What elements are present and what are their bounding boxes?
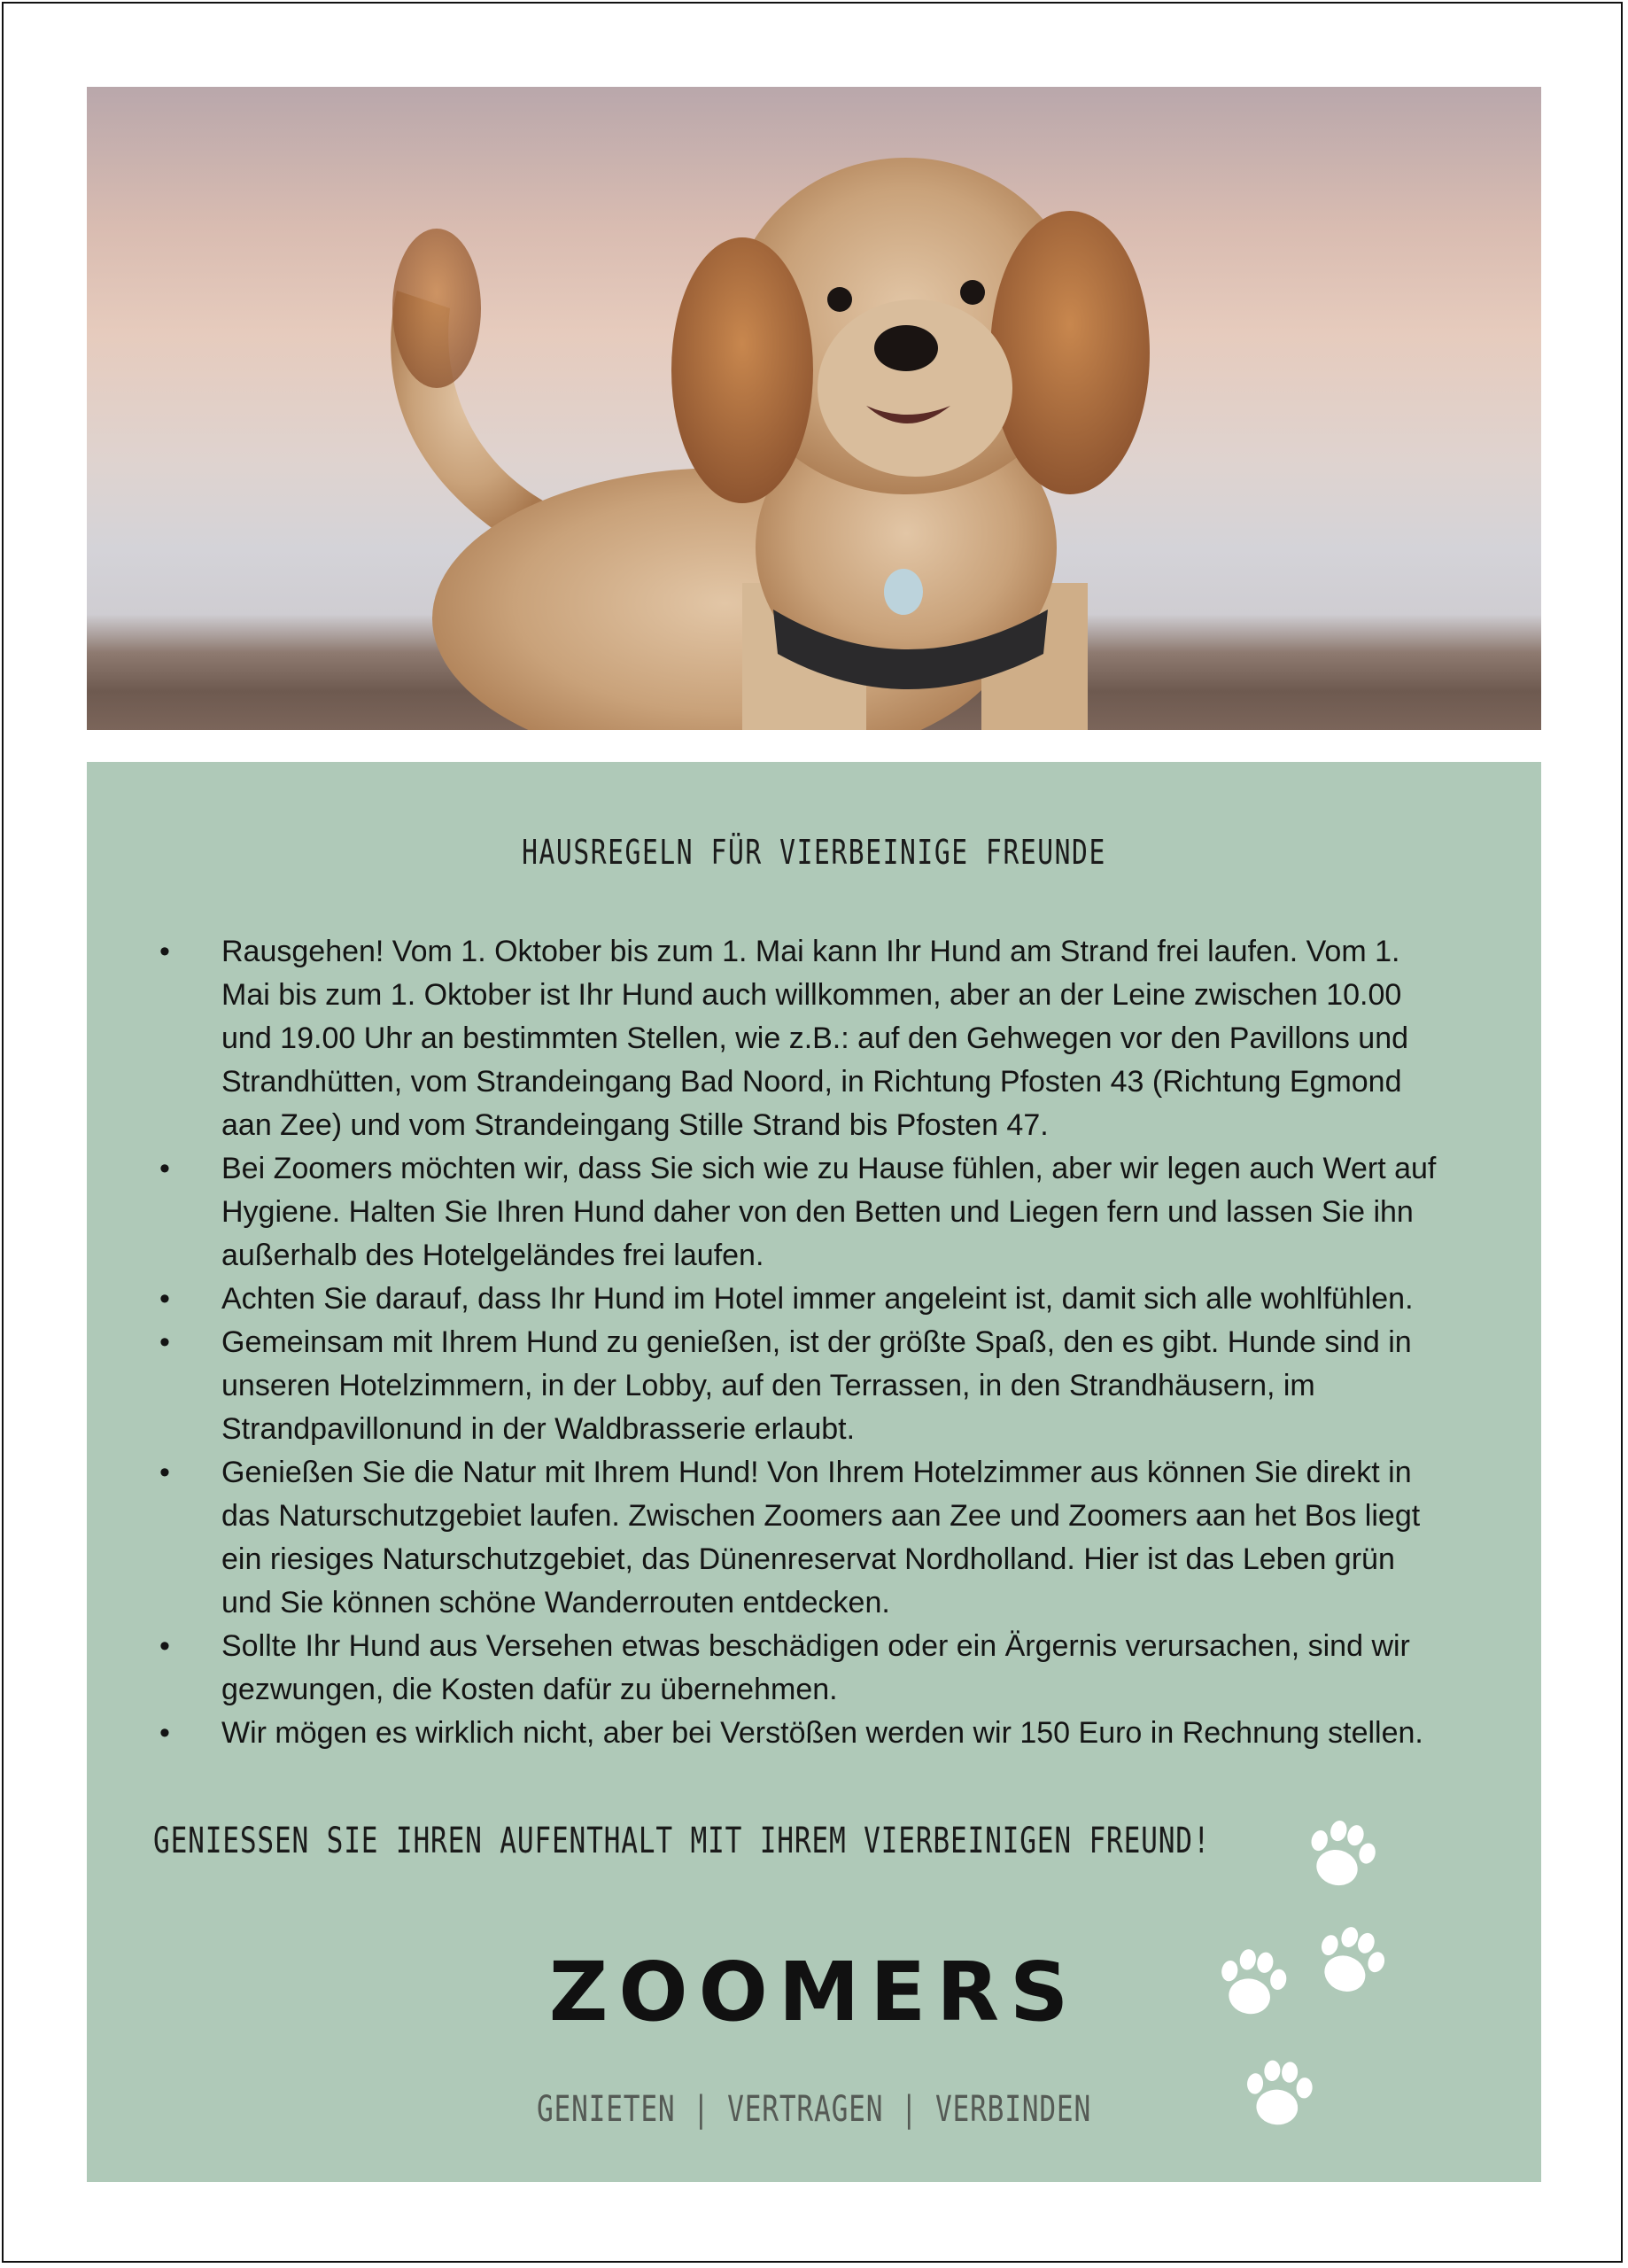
list-item <box>159 1712 1444 1755</box>
bullet: • <box>159 935 170 968</box>
rule-text: Genießen Sie die Natur mit Ihrem Hund! Von Ihrem Hotelzimmer aus können Sie direkt in das Naturschutzgebiet laufen. Zwischen Zoomers aan Zee und Zoomers aan het Bos liegt ein riesiges Naturschutzgebiet, das Dünenreservat Nordholland. Hier ist das Leben grün und Sie können schöne Wanderrouten entdecken. <box>221 1456 1421 1619</box>
bullet: • <box>159 1282 170 1316</box>
bullet: • <box>159 1716 170 1750</box>
paw-print-icon <box>1235 2052 1322 2139</box>
list-item <box>159 1321 1444 1451</box>
paw-print-icon <box>1205 1938 1298 2031</box>
dog-photo <box>87 87 1541 730</box>
rule-text: Gemeinsam mit Ihrem Hund zu genießen, ist der größte Spaß, den es gibt. Hunde sind in unseren Hotelzimmern, in der Lobby, auf den Terrassen, in den Strandhäusern, im Strandpavillonund in der Waldbrasserie erlaubt. <box>221 1325 1412 1446</box>
panel-title: HAUSREGELN FÜR VIERBEINIGE FREUNDE <box>522 833 1106 872</box>
bullet: • <box>159 1456 170 1489</box>
list-item <box>159 1451 1444 1625</box>
rules-list <box>159 930 1444 1755</box>
zoomers-logo: ZOOMERS <box>548 1945 1080 2039</box>
list-item <box>159 1278 1444 1321</box>
closing-line: GENIESSEN SIE IHREN AUFENTHALT MIT IHREM VIERBEINIGEN FREUND! <box>153 1821 1211 1861</box>
info-panel <box>87 762 1541 2182</box>
rule-text: Sollte Ihr Hund aus Versehen etwas beschädigen oder ein Ärgernis verursachen, sind wir gezwungen, die Kosten dafür zu übernehmen. <box>221 1629 1410 1706</box>
tagline: GENIETEN | VERTRAGEN | VERBINDEN <box>536 2089 1092 2130</box>
list-item <box>159 1147 1444 1278</box>
bullet: • <box>159 1629 170 1663</box>
bullet: • <box>159 1152 170 1185</box>
rule-text: Bei Zoomers möchten wir, dass Sie sich wie zu Hause fühlen, aber wir legen auch Wert auf Hygiene. Halten Sie Ihren Hund daher von den Betten und Liegen fern und lassen Sie ihn außerhalb des Hotelgeländes frei laufen. <box>221 1152 1437 1272</box>
rule-text: Rausgehen! Vom 1. Oktober bis zum 1. Mai kann Ihr Hund am Strand frei laufen. Vom 1. Mai bis zum 1. Oktober ist Ihr Hund auch willkommen, aber an der Leine zwischen 10.00 und 19.00 Uhr an bestimmten Stellen, wie z.B.: auf den Gehwegen vor den Pavillons und Strandhütten, vom Strandeingang Bad Noord, in Richtung Pfosten 43 (Richtung Egmond aan Zee) und vom Strandeingang Stille Strand bis Pfosten 47. <box>221 935 1409 1142</box>
list-item <box>159 1625 1444 1712</box>
list-item <box>159 930 1444 1147</box>
paw-print-icon <box>1291 1807 1389 1905</box>
rule-text: Achten Sie darauf, dass Ihr Hund im Hotel immer angeleint ist, damit sich alle wohlfühlen. <box>221 1282 1414 1316</box>
rule-text: Wir mögen es wirklich nicht, aber bei Verstößen werden wir 150 Euro in Rechnung stellen. <box>221 1716 1423 1750</box>
bullet: • <box>159 1325 170 1359</box>
